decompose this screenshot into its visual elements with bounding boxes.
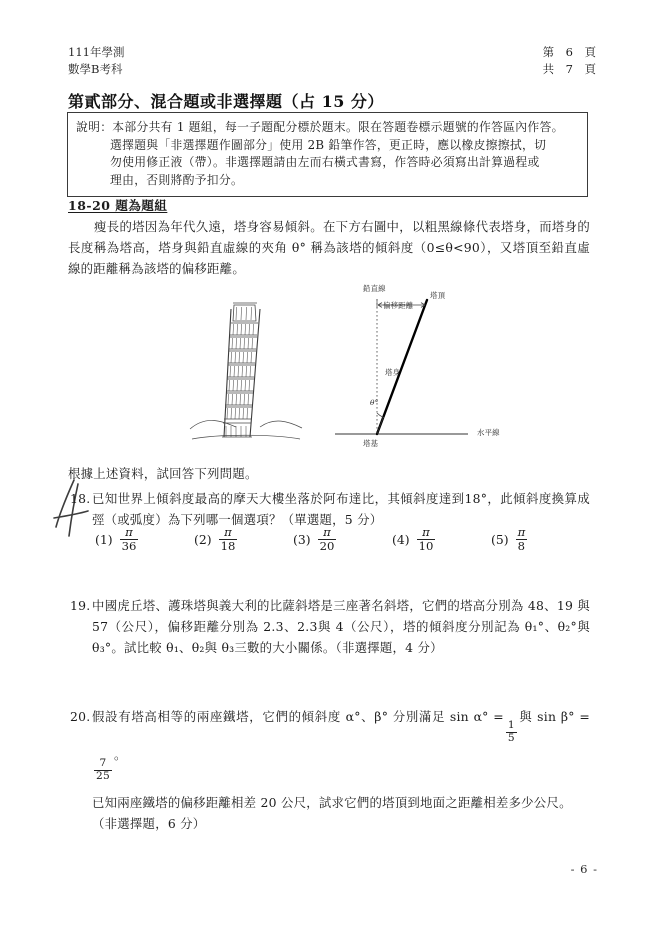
option-5-numerator: π — [517, 525, 526, 539]
option-1[interactable] — [95, 526, 138, 552]
option-5-value — [516, 526, 528, 552]
header-left-block — [68, 44, 124, 78]
label-tower-body: 塔身 — [385, 368, 401, 377]
question-18-number: 18. — [70, 491, 91, 506]
option-3-numerator: π — [323, 525, 331, 539]
figure-area — [180, 283, 600, 461]
question-20-text-line3: （非選擇題，6 分） — [92, 816, 206, 832]
question-18 — [70, 488, 590, 530]
instruction-box — [67, 112, 588, 197]
question-20 — [70, 706, 590, 834]
option-4[interactable] — [392, 526, 435, 552]
question-20-text-part2: 與 sin β° = — [518, 709, 590, 724]
q20-frac1-numerator: 1 — [507, 719, 515, 731]
instruction-line-1: 說明：本部分共有 1 題組，每一子題配分標於題末。限在答題卷標示題號的作答區內作答。 — [76, 120, 564, 134]
question-20-text-part3: 。 — [113, 747, 127, 763]
option-1-denominator: 36 — [121, 539, 137, 554]
option-4-denominator: 10 — [418, 539, 434, 554]
question-19 — [70, 595, 590, 658]
page-footer: - 6 - — [570, 862, 598, 876]
option-1-numerator: π — [125, 525, 133, 539]
question-20-fraction-2 — [94, 758, 112, 782]
option-5-label: (5) — [491, 531, 509, 547]
answer-prompt: 根據上述資料，試回答下列問題。 — [68, 466, 258, 481]
group-intro-paragraph — [68, 216, 590, 279]
option-3-denominator: 20 — [319, 539, 335, 554]
option-3[interactable] — [293, 526, 336, 552]
question-20-body — [92, 706, 590, 834]
page-header — [68, 44, 596, 84]
instruction-line-3: 勿使用修正液（帶）。非選擇題請由左而右橫式書寫，作答時必須寫出計算過程或 — [110, 155, 540, 169]
question-20-text-part1: 假設有塔高相等的兩座鐵塔，它們的傾斜度 α°、β° 分別滿足 sin α° = — [92, 709, 504, 724]
q20-frac1-denominator: 5 — [507, 732, 515, 745]
leaning-tower-drawing — [188, 287, 308, 459]
header-right-block — [543, 44, 596, 78]
question-20-number: 20. — [70, 709, 91, 724]
exam-subject: 數學B考科 — [68, 62, 123, 76]
q20-frac2-denominator: 25 — [96, 770, 110, 783]
option-4-numerator: π — [422, 525, 430, 539]
label-horizontal-line: 水平線 — [477, 428, 500, 437]
option-2-denominator: 18 — [220, 539, 236, 554]
option-4-value — [417, 526, 436, 552]
option-1-label: (1) — [95, 531, 113, 547]
option-5-denominator: 8 — [517, 539, 526, 554]
group-intro-text: 瘦長的塔因為年代久遠，塔身容易傾斜。在下方右圖中，以粗黑線條代表塔身，而塔身的長度稱為塔高，塔身與鉛直虛線的夾角 θ° 稱為該塔的傾斜度（0≤θ<90），又塔頂至鉛直虛線的距離稱為該塔的偏移距離。 — [68, 219, 590, 276]
label-vertical-line: 鉛直線 — [363, 284, 386, 293]
option-2-value — [219, 526, 238, 552]
q20-frac2-numerator: 7 — [99, 757, 107, 770]
label-offset-distance: 偏移距離 — [383, 301, 414, 310]
question-18-text: 已知世界上傾斜度最高的摩天大樓坐落於阿布達比，其傾斜度達到18°，此傾斜度換算成弳（或弧度）為下列哪一個選項？（單選題，5 分） — [92, 491, 590, 527]
label-tower-base: 塔基 — [363, 439, 379, 448]
section-title: 第貳部分、混合題或非選擇題（占 15 分） — [68, 92, 384, 111]
question-group-heading: 18-20 題為題組 — [68, 198, 168, 213]
question-20-text-line2: 已知兩座鐵塔的偏移距離相差 20 公尺，試求它們的塔頂到地面之距離相差多少公尺。 — [92, 795, 572, 811]
page-current: 第 6 頁 — [542, 45, 596, 59]
question-18-options — [95, 526, 595, 560]
question-19-text: 中國虎丘塔、護珠塔與義大利的比薩斜塔是三座著名斜塔，它們的塔高分別為 48、19 與 57（公尺），偏移距離分別為 2.3、2.3與 4（公尺），塔的傾斜度分別記為 θ₁°、θ₂°與 θ₃°。試比較 θ₁、θ₂與 θ₃三數的大小關係。（非選擇題，4 分） — [92, 598, 590, 655]
question-19-number: 19. — [70, 598, 91, 613]
option-2-numerator: π — [224, 525, 232, 539]
question-20-fraction-1 — [506, 720, 517, 744]
instruction-line-2: 選擇題與「非選擇題作圖部分」使用 2B 鉛筆作答，更正時，應以橡皮擦擦拭，切 — [110, 137, 547, 152]
page-total: 共 7 頁 — [542, 62, 596, 76]
option-2[interactable] — [194, 526, 237, 552]
label-tower-top: 塔頂 — [430, 291, 446, 300]
option-1-value — [120, 526, 139, 552]
option-3-value — [318, 526, 337, 552]
tower-schematic-diagram — [335, 285, 535, 457]
option-5[interactable] — [491, 526, 527, 552]
label-angle-theta: θ° — [370, 398, 379, 407]
exam-year: 111年學測 — [68, 45, 125, 59]
option-2-label: (2) — [194, 531, 212, 547]
option-4-label: (4) — [392, 531, 410, 547]
instruction-line-4: 理由，否則將酌予扣分。 — [110, 172, 244, 187]
option-3-label: (3) — [293, 531, 311, 547]
